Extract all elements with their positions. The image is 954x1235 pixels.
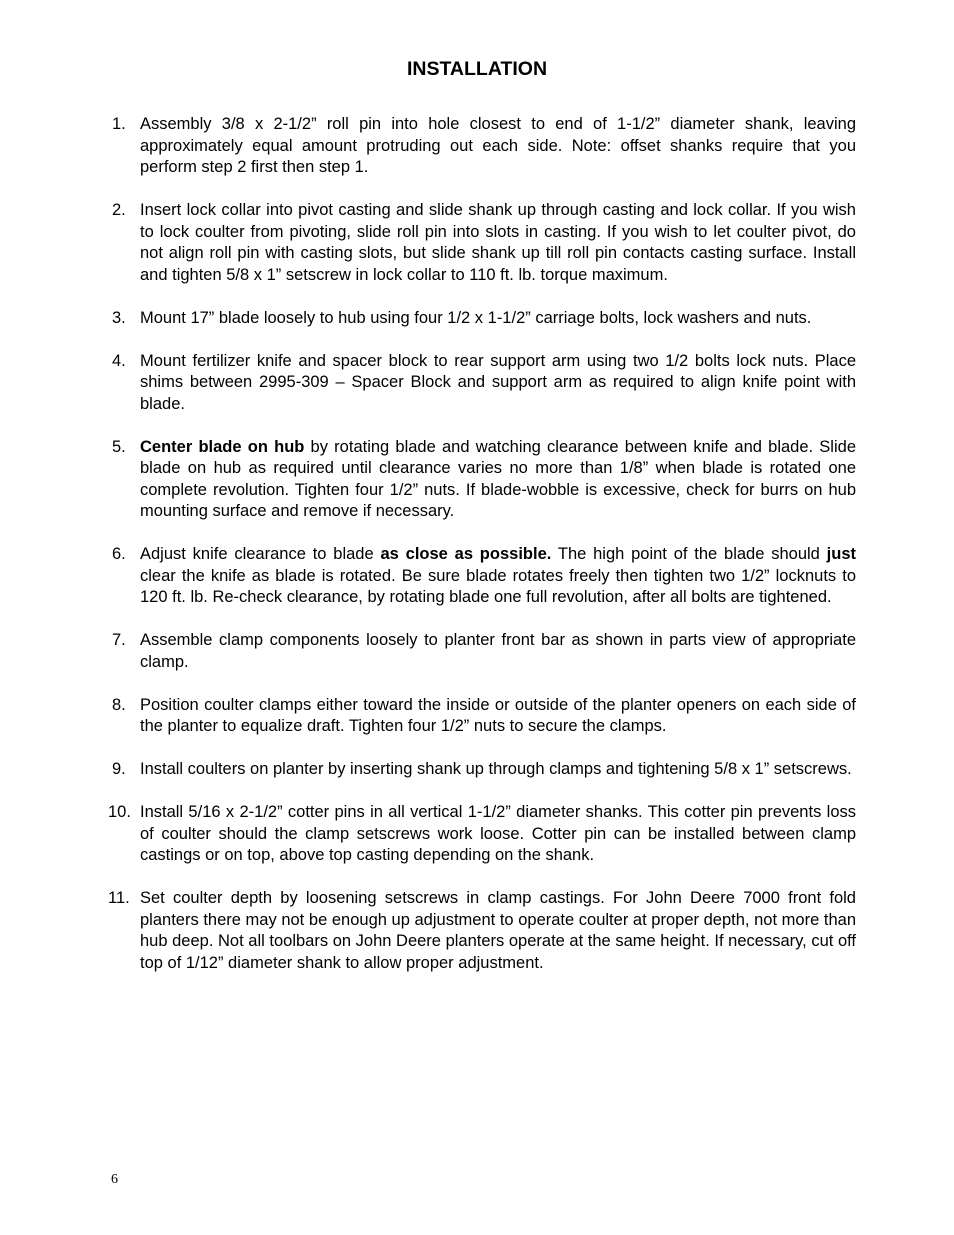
step-item [108,630,856,673]
step-text-segment: Position coulter clamps either toward the inside or outside of the planter openers on each side of the planter to equalize draft. Tighten four 1/2” nuts to secure the clamps. [140,695,856,735]
step-item [108,200,856,286]
step-item [108,695,856,738]
step-text-emphasis: Center blade on hub [140,437,305,456]
step-text [140,803,856,864]
step-number: 9. [112,760,126,778]
step-text-emphasis: just [826,545,857,563]
step-item [108,759,856,781]
step-item [108,351,856,416]
step-text [140,438,856,521]
step-item [108,308,856,330]
step-number: 10. [108,803,131,821]
step-number: 5. [112,437,126,456]
step-text-segment: clear the knife as blade is rotated. Be sure blade rotates freely then tighten two 1/2” locknuts to 120 ft. lb. Re-check clearance, by rotating blade one full revolution, after all bolts are tightened. [140,566,856,606]
installation-steps-list [108,114,856,996]
step-number: 11. [108,889,130,907]
step-text-segment: The high point of the blade should [551,545,827,563]
step-text [140,309,811,327]
step-text-segment: Install coulters on planter by inserting shank up through clamps and tightening 5/8 x 1” setscrews. [140,760,852,778]
step-item [108,114,856,179]
step-number: 1. [112,115,126,133]
step-text-segment: Insert lock collar into pivot casting and slide shank up through casting and lock collar. If you wish to lock coulter from pivoting, slide roll pin into slots in casting. If you wish to let coulter pivot, do not align roll pin with casting slots, but slide shank up till roll pin contacts casting surface. Install and tighten 5/8 x 1” setscrew in lock collar to 110 ft. lb. torque maximum. [140,201,856,284]
page-number: 6 [111,1172,118,1187]
step-text [140,352,856,413]
step-text-segment: by rotating blade and watching clearance between knife and blade. Slide blade on hub as required until clearance varies no more than 1/8” when blade is rotated one complete revolution. Tighten four 1/2” nuts. If blade-wobble is excessive, check for burrs on hub mounting surface and remove if necessary. [140,437,856,520]
step-number: 6. [112,545,126,563]
step-text-segment: Set coulter depth by loosening setscrews in clamp castings. For John Deere 7000 front fold planters there may not be enough up adjustment to operate coulter at proper depth, not more than hub deep. Not all toolbars on John Deere planters operate at the same height. If necessary, cut off top of 1/12” diameter shank to allow proper adjustment. [140,889,856,972]
step-item [108,437,856,523]
step-item [108,802,856,867]
step-text [140,545,856,606]
step-number: 7. [112,631,126,649]
step-number: 8. [112,695,126,714]
step-item [108,888,856,974]
step-number: 2. [112,201,126,219]
step-text [140,696,856,736]
step-text [140,889,856,972]
page-title: INSTALLATION [406,58,548,80]
step-text [140,115,856,176]
step-text-segment: Mount 17” blade loosely to hub using four 1/2 x 1-1/2” carriage bolts, lock washers and nuts. [140,308,812,327]
step-text [140,201,856,284]
step-text-segment: Assemble clamp components loosely to planter front bar as shown in parts view of appropriate clamp. [140,631,856,671]
step-text-segment: Install 5/16 x 2-1/2” cotter pins in all vertical 1-1/2” diameter shanks. This cotter pin prevents loss of coulter should the clamp setscrews work loose. Cotter pin can be installed between clamp castings or on top, above top casting depending on the shank. [140,803,856,864]
step-number: 4. [112,351,126,370]
step-item [108,544,856,609]
step-text-segment: Assembly 3/8 x 2-1/2” roll pin into hole closest to end of 1-1/2” diameter shank, leaving approximately equal amount protruding out each side. Note: offset shanks require that you perform step 2 first then step 1. [140,115,856,176]
step-number: 3. [112,308,126,327]
step-text-segment: Mount fertilizer knife and spacer block to rear support arm using two 1/2 bolts lock nuts. Place shims between 2995-309 – Spacer Block and support arm as required to align knife point with blade. [140,351,856,413]
step-text [140,760,852,778]
step-text [140,631,856,671]
step-text-emphasis: as close as possible. [380,545,552,563]
step-text-segment: Adjust knife clearance to blade [140,545,381,563]
